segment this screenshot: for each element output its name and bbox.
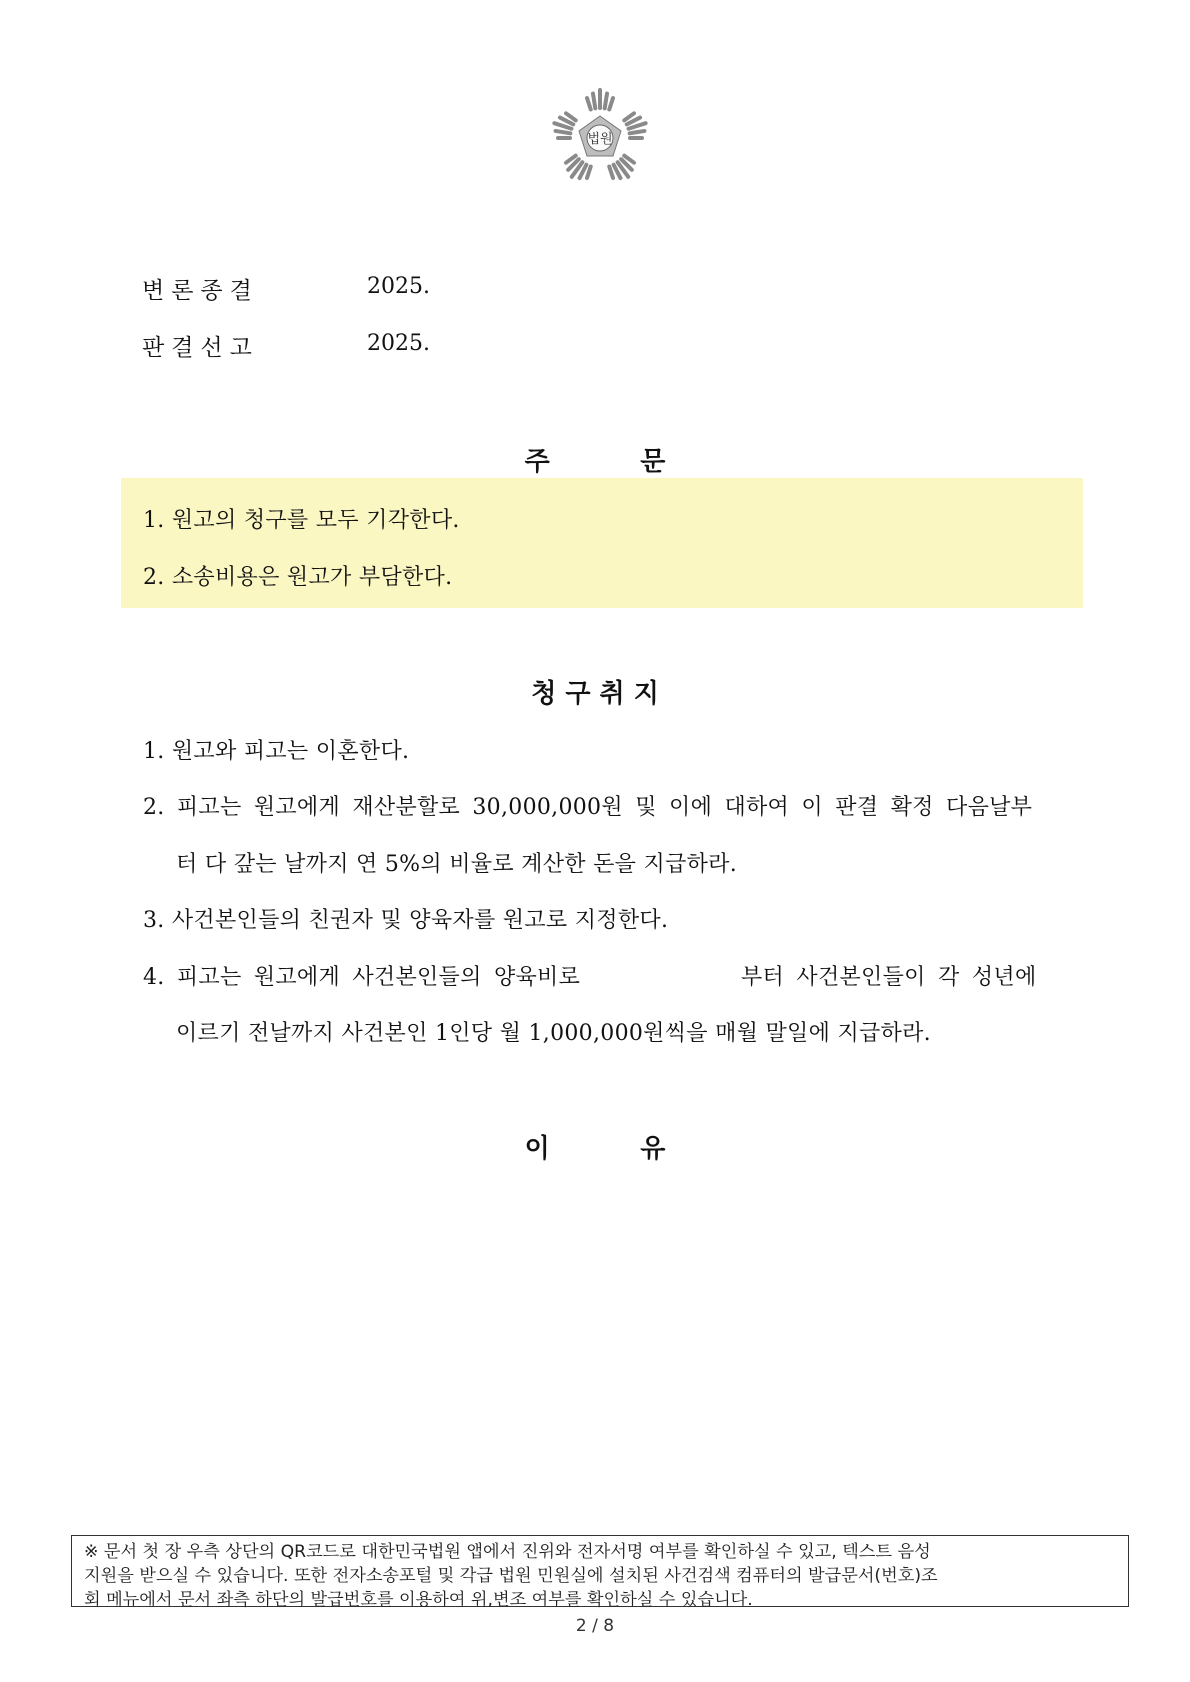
ruling-title: 주 문 [524, 447, 666, 477]
reason-title: 이 유 [524, 1134, 666, 1164]
notice-line-3: 회 메뉴에서 문서 좌측 하단의 발급번호를 이용하여 위,변조 여부를 확인하실 수 있습니다. [84, 1590, 753, 1610]
verdict-date-label: 판결선고 [142, 335, 259, 361]
claim-item-1: 1. 원고와 피고는 이혼한다. [143, 739, 410, 764]
claim-item-2-cont: 터 다 갚는 날까지 연 5%의 비율로 계산한 돈을 지급하라. [176, 852, 738, 877]
claim-item-2: 2. 피고는 원고에게 재산분할로 30,000,000원 및 이에 대하여 이 판결 확정 다음날부 [143, 795, 1033, 820]
verification-notice [71, 1535, 1129, 1610]
ruling-item-1: 1. 원고의 청구를 모두 기각한다. [143, 508, 460, 533]
claim-item-4-cont: 이르기 전날까지 사건본인 1인당 월 1,000,000원씩을 매월 말일에 지급하라. [176, 1021, 931, 1046]
claim-title: 청 구 취 지 [531, 679, 659, 709]
seal-text: 법원 [587, 132, 613, 147]
notice-line-1: ※ 문서 첫 장 우측 상단의 QR코드로 대한민국법원 앱에서 진위와 전자서명 여부를 확인하실 수 있고, 텍스트 음성 [84, 1542, 931, 1562]
ruling-item-2: 2. 소송비용은 원고가 부담한다. [143, 565, 453, 590]
claim-item-4-mid: 부터 사건본인들이 각 성년에 [741, 965, 1037, 990]
court-seal [548, 86, 652, 190]
seal-petal [605, 94, 607, 109]
notice-line-2: 지원을 받으실 수 있습니다. 또한 전자소송포털 및 각급 법원 민원실에 설치된 사건검색 컴퓨터의 발급문서(번호)조 [84, 1566, 938, 1586]
page-number: 2 / 8 [575, 1616, 615, 1636]
seal-petal [593, 94, 595, 109]
closing-date-value: 2025. [367, 274, 430, 299]
closing-date-label: 변론종결 [142, 278, 259, 304]
verdict-date-value: 2025. [367, 331, 430, 356]
seal-petal [630, 131, 645, 133]
claim-item-4: 4. 피고는 원고에게 사건본인들의 양육비로 [143, 965, 581, 990]
seal-petal [587, 167, 591, 178]
seal-petal [609, 167, 613, 178]
seal-petal [609, 98, 613, 109]
claim-item-3: 3. 사건본인들의 친권자 및 양육자를 원고로 지정한다. [143, 908, 669, 933]
seal-petal [556, 131, 571, 133]
seal-petal [587, 98, 591, 109]
